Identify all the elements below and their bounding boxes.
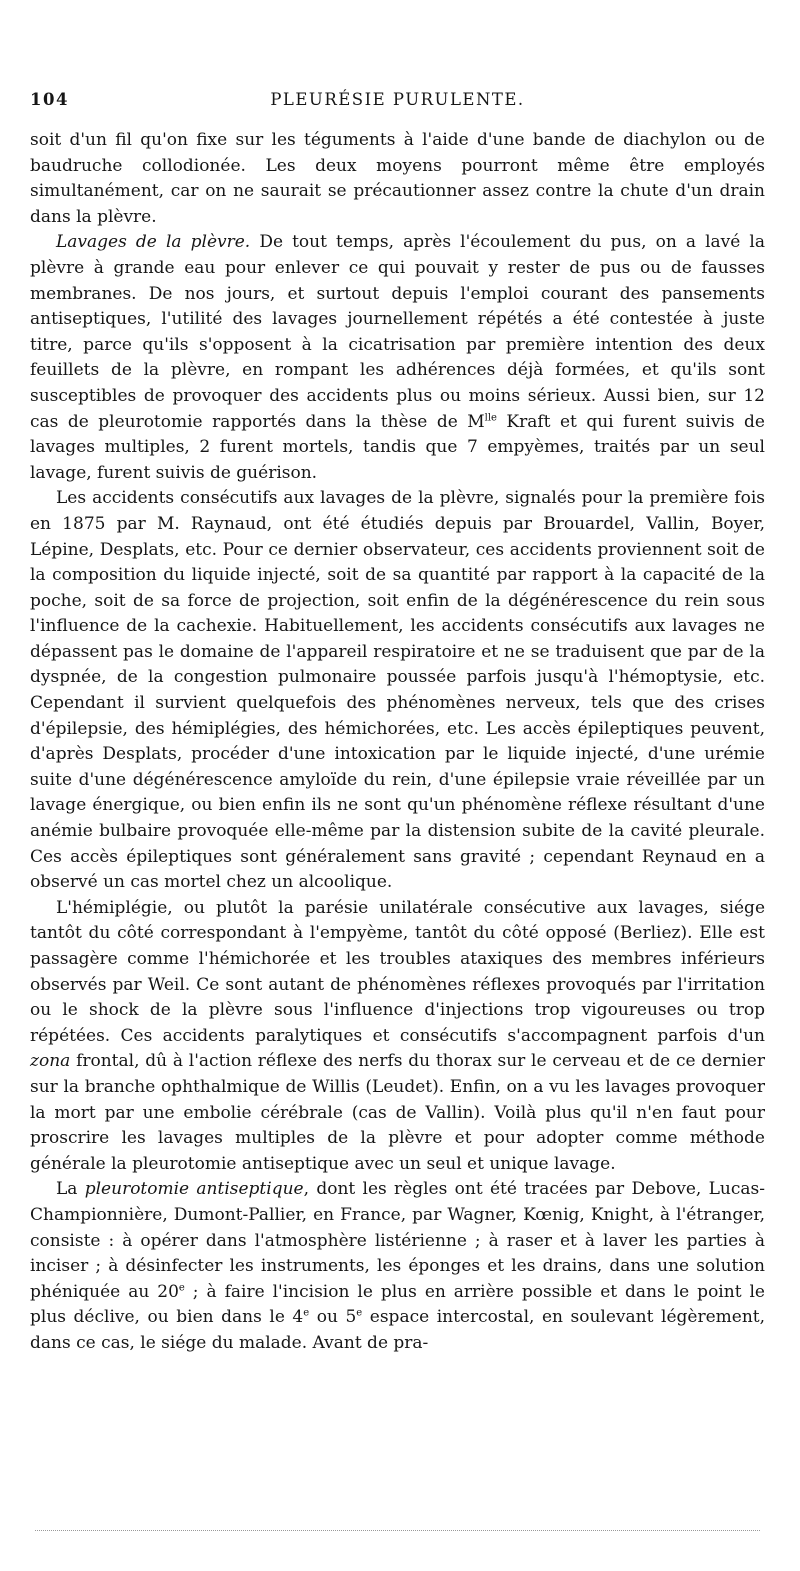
footer-dotted-rule (35, 1530, 760, 1531)
paragraph-5-text-b: , dont les règles ont été tracées par Debove, Lucas-Championnière, Dumont-Pallier, en France, par Wagner, Kœnig, Knight, à l'étranger, consiste : à opérer dans l'atmosphère listérienne ; à raser et à laver les parties à inciser ; à désinfecter les instruments, les éponges et les drains, dans une solution phéniquée au 20 (30, 1179, 765, 1302)
running-title: PLEURÉSIE PURULENTE. (270, 90, 525, 109)
paragraph-2-text-b: Kraft et qui furent suivis de lavages multiples, 2 furent mortels, tandis que 7 empyèmes, traités par un seul lavage, furent suivis de guérison. (30, 411, 765, 483)
page-number: 104 (30, 90, 69, 109)
paragraph-5-text-a: La (56, 1179, 85, 1200)
paragraph-4-text-b: frontal, dû à l'action réflexe des nerfs du thorax sur le cerveau et de ce dernier sur la branche ophthalmique de Willis (Leudet). Enfin, on a vu les lavages provoquer la mort par une embolie cérébrale (cas de Vallin). Voilà plus qu'il n'en faut pour proscrire les lavages multiples de la plèvre et pour adopter comme méthode générale la pleurotomie antiseptique avec un seul et unique lavage. (30, 1051, 765, 1174)
paragraph-2 (30, 230, 765, 486)
paragraph-5-sup-2: e (303, 1307, 310, 1319)
paragraph-4 (30, 896, 765, 1178)
paragraph-1 (30, 128, 765, 230)
body-text (30, 128, 765, 1357)
paragraph-5-text-c: ; à faire l'incision le plus en arrière possible et dans le point le plus déclive, ou bien dans le 4 (30, 1281, 765, 1328)
paragraph-5-text-e: espace intercostal, en soulevant légèrement, dans ce cas, le siége du malade. Avant de pra- (30, 1307, 765, 1353)
section-heading-lavages: Lavages de la plèvre. (56, 232, 251, 253)
term-zona: zona (30, 1051, 71, 1072)
paragraph-3 (30, 486, 765, 896)
paragraph-3-text: Les accidents consécutifs aux lavages de la plèvre, signalés pour la première fois en 1875 par M. Raynaud, ont été étudiés depuis par Brouardel, Vallin, Boyer, Lépine, Desplats, etc. Pour ce dernier observateur, ces accidents proviennent soit de la composition du liquide injecté, soit de sa quantité par rapport à la capacité de la poche, soit de sa force de projection, soit enfin de la dégénérescence du rein sous l'influence de la cachexie. Habituellement, les accidents consécutifs aux lavages ne dépassent pas le domaine de l'appareil respiratoire et ne se traduisent que par de la dyspnée, de la congestion pulmonaire poussée parfois jusqu'à l'hémoptysie, etc. Cependant il survient quelquefois des phénomènes nerveux, tels que des crises d'épilepsie, des hémiplégies, des hémichorées, etc. Les accès épileptiques peuvent, d'après Desplats, procéder d'une intoxication par le liquide injecté, d'une urémie suite d'une dégénérescence amyloïde du rein, d'une épilepsie vraie réveillée par un lavage énergique, ou bien enfin ils ne sont qu'un phénomène réflexe résultant d'une anémie bulbaire provoquée elle-même par la distension subite de la cavité pleurale. Ces accès épileptiques sont généralement sans gravité ; cependant Reynaud en a observé un cas mortel chez un alcoolique. (30, 488, 765, 893)
paragraph-2-text-a: De tout temps, après l'écoulement du pus, on a lavé la plèvre à grande eau pour enlever ce qui pouvait y rester de pus ou de fausses membranes. De nos jours, et surtout depuis l'emploi courant des pansements antiseptiques, l'utilité des lavages journellement répétés a été contestée à juste titre, parce qu'ils s'opposent à la cicatrisation par première intention des deux feuillets de la plèvre, en rompant les adhérences déjà formées, et qu'ils sont susceptibles de provoquer des accidents plus ou moins sérieux. Aussi bien, sur 12 cas de pleurotomie rapportés dans la thèse de M (30, 232, 766, 432)
paragraph-5-sup-3: e (356, 1307, 363, 1319)
paragraph-1-text: soit d'un fil qu'on fixe sur les téguments à l'aide d'une bande de diachylon ou de baudruche collodionée. Les deux moyens pourront même être employés simultanément, car on ne saurait se précautionner assez contre la chute d'un drain dans la plèvre. (30, 130, 765, 227)
page-header (30, 90, 765, 120)
paragraph-4-text-a: L'hémiplégie, ou plutôt la parésie unilatérale consécutive aux lavages, siége tantôt du côté correspondant à l'empyème, tantôt du côté opposé (Berliez). Elle est passagère comme l'hémichorée et les troubles ataxiques des membres inférieurs observés par Weil. Ce sont autant de phénomènes réflexes provoqués par l'irritation ou le shock de la plèvre sous l'influence d'injections trop vigoureuses ou trop répétées. Ces accidents paralytiques et consécutifs s'accompagnent parfois d'un (30, 897, 765, 1046)
term-pleurotomie-antiseptique: pleurotomie antiseptique (84, 1179, 304, 1200)
paragraph-5-sup-1: e (178, 1282, 185, 1294)
paragraph-5-text-d: ou 5 (309, 1307, 357, 1328)
paragraph-5 (30, 1177, 765, 1356)
paragraph-2-sup: lle (484, 411, 497, 423)
